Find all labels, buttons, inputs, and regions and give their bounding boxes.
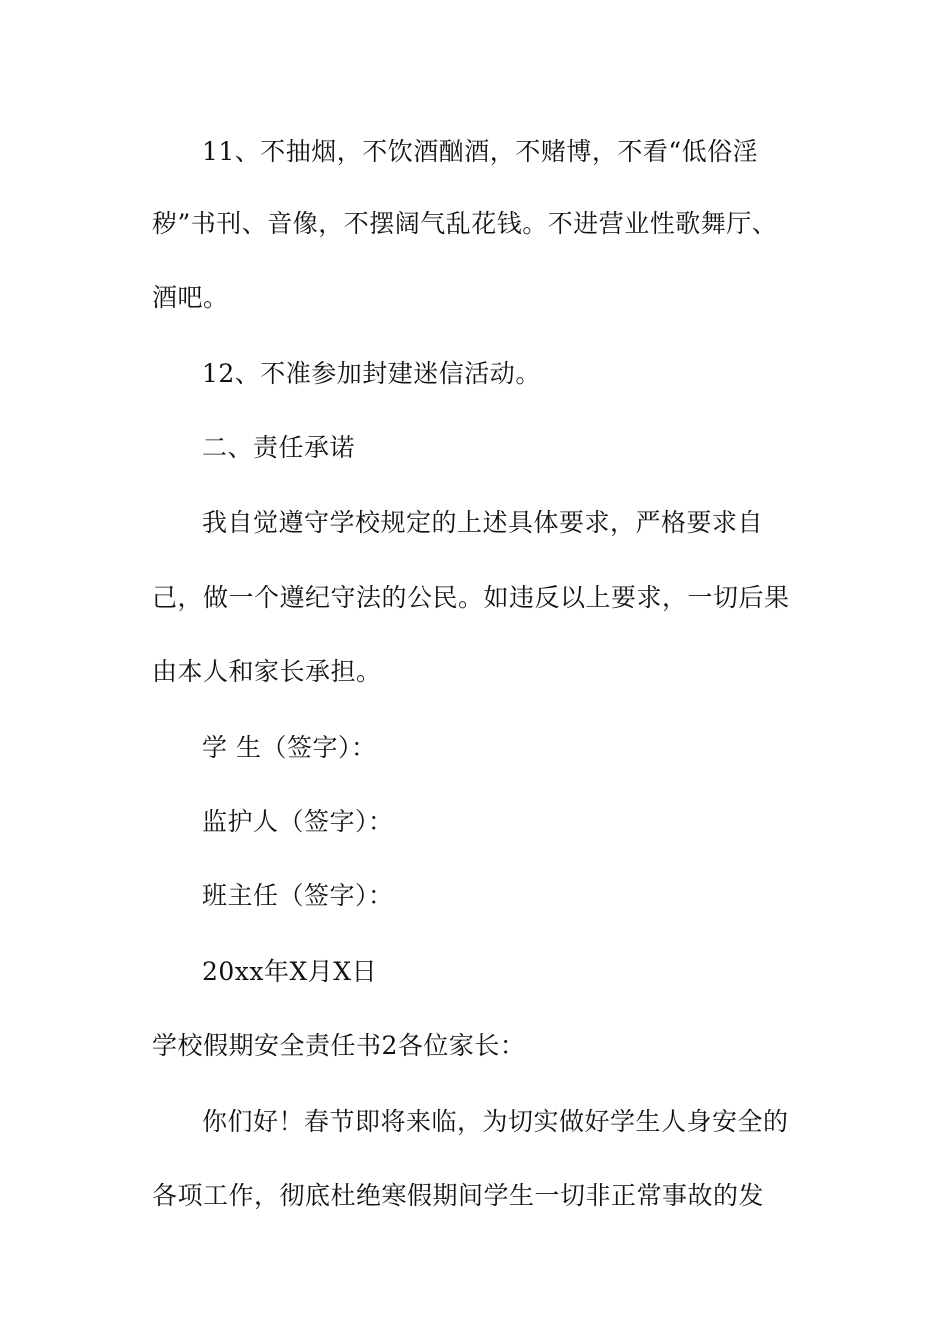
paragraph-item-11-line-2: 秽”书刊、音像，不摆阔气乱花钱。不进营业性歌舞厅、 xyxy=(152,209,778,238)
paragraph-item-11-line-3: 酒吧。 xyxy=(152,283,229,312)
paragraph-item-12: 12、不准参加封建迷信活动。 xyxy=(202,359,541,388)
student-signature-line: 学 生（签字）： xyxy=(202,733,377,762)
letter-title-line: 学校假期安全责任书2各位家长： xyxy=(152,1031,526,1060)
date-line: 20xx年X月X日 xyxy=(202,957,378,986)
section-heading: 二、责任承诺 xyxy=(202,433,356,462)
letter-body-line-1: 你们好！春节即将来临，为切实做好学生人身安全的 xyxy=(202,1107,789,1136)
guardian-signature-line: 监护人（签字）： xyxy=(202,807,394,836)
commitment-line-2: 己，做一个遵纪守法的公民。如违反以上要求，一切后果 xyxy=(152,583,790,612)
paragraph-item-11-line-1: 11、不抽烟，不饮酒酗酒，不赌博，不看“低俗淫 xyxy=(202,137,759,166)
letter-body-line-2: 各项工作，彻底杜绝寒假期间学生一切非正常事故的发 xyxy=(152,1181,765,1210)
commitment-line-1: 我自觉遵守学校规定的上述具体要求，严格要求自 xyxy=(202,508,764,537)
teacher-signature-line: 班主任（签字）： xyxy=(202,881,394,910)
commitment-line-3: 由本人和家长承担。 xyxy=(152,657,382,686)
